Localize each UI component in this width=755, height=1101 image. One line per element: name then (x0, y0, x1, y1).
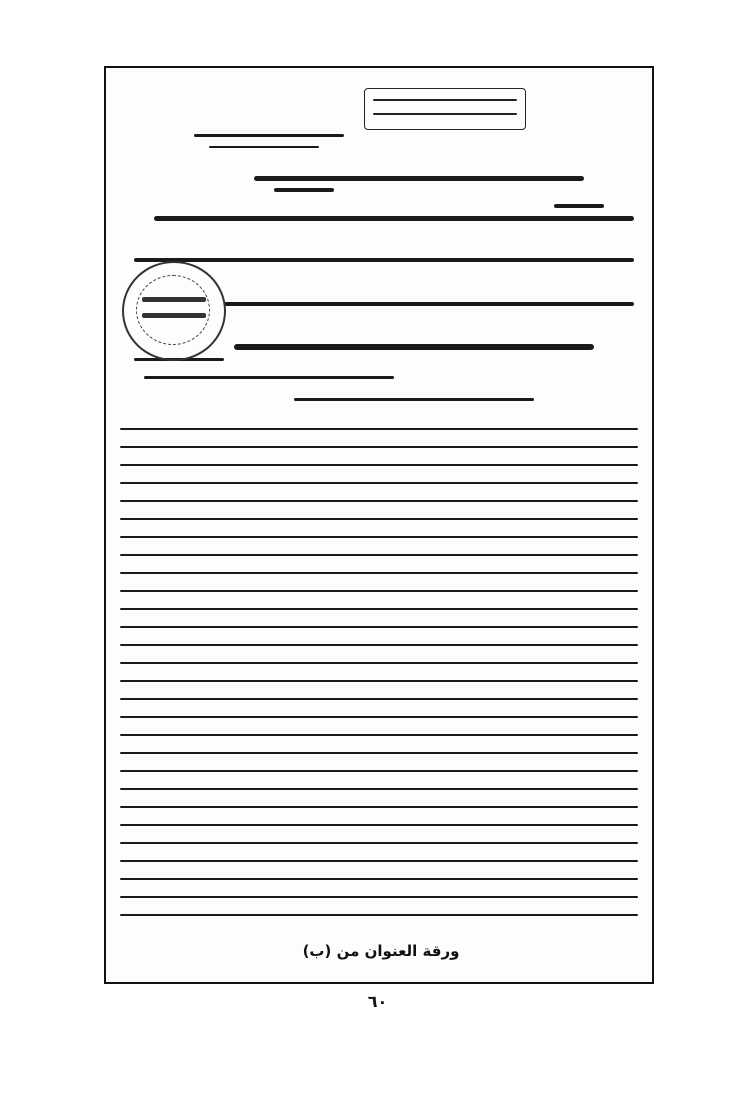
handwriting-line (120, 644, 638, 646)
page-number: ٦٠ (367, 992, 388, 1011)
handwriting-line (120, 626, 638, 628)
handwriting-line (120, 446, 638, 448)
handwriting-line (274, 188, 334, 192)
handwriting-line (120, 680, 638, 682)
handwriting-line (120, 554, 638, 556)
manuscript-frame (104, 66, 654, 984)
handwriting-line (134, 258, 634, 262)
handwriting-line (554, 204, 604, 208)
handwriting-line (120, 860, 638, 862)
handwriting-line (120, 806, 638, 808)
handwriting-line (209, 146, 319, 148)
manuscript-image (114, 76, 644, 936)
handwriting-line (120, 572, 638, 574)
handwriting-line (224, 302, 634, 306)
handwriting-line (120, 878, 638, 880)
figure-caption: ورقة العنوان من (ب) (302, 942, 460, 960)
handwriting-line (120, 464, 638, 466)
handwriting-line (194, 134, 344, 137)
handwriting-line (120, 536, 638, 538)
handwriting-line (120, 896, 638, 898)
seal-stamp (122, 261, 226, 361)
handwriting-line (120, 824, 638, 826)
handwriting-line (154, 216, 634, 221)
handwriting-line (120, 752, 638, 754)
handwriting-line (234, 344, 594, 350)
handwriting-line (120, 608, 638, 610)
top-stamp (364, 88, 526, 130)
handwriting-line (144, 376, 394, 379)
handwriting-line (120, 482, 638, 484)
handwriting-line (120, 662, 638, 664)
handwriting-line (120, 500, 638, 502)
handwriting-line (120, 716, 638, 718)
handwriting-line (120, 842, 638, 844)
handwriting-line (120, 770, 638, 772)
handwriting-line (120, 734, 638, 736)
handwriting-line (294, 398, 534, 401)
handwriting-line (120, 518, 638, 520)
handwriting-line (120, 788, 638, 790)
handwriting-line (120, 698, 638, 700)
handwriting-line (120, 428, 638, 430)
handwriting-line (254, 176, 584, 181)
handwriting-line (120, 590, 638, 592)
handwriting-line (120, 914, 638, 916)
